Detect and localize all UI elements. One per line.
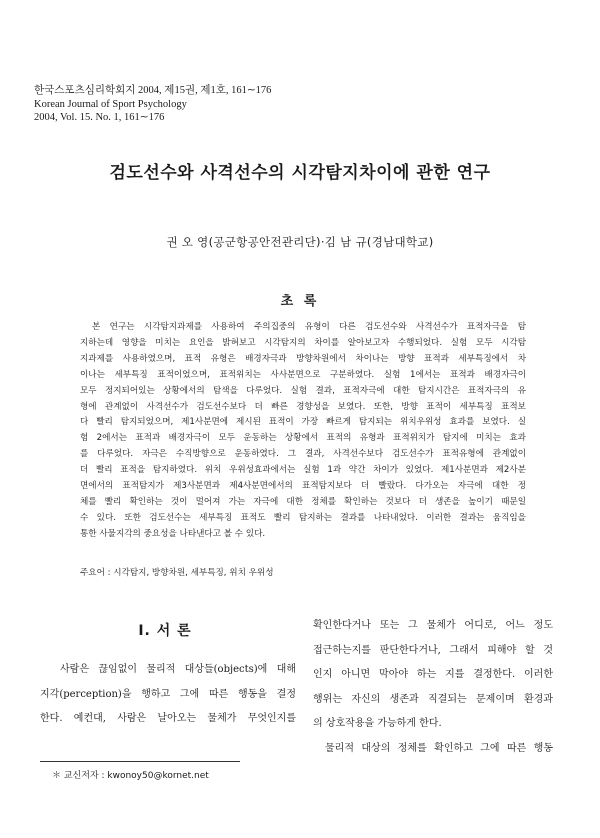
abstract-line: 수 있다. 또한 검도선수는 세부특징 표적도 빨리 탐지하는 결과를 나타내었다. 이러한 결과는 움직임을 bbox=[80, 512, 526, 523]
body-line: 행위는 자신의 생존과 직결되는 문제이며 환경과 bbox=[313, 693, 553, 705]
section-heading-introduction: Ⅰ. 서 론 bbox=[138, 623, 192, 639]
footnote-corresponding-author: ＊ 교신저자 : kwonoy50@kornet.net bbox=[52, 771, 209, 781]
abstract-line: 형에 관계없이 사격선수가 검도선수보다 더 빠른 경향성을 보였다. 또한, 방향 표적이 세부특징 표적보 bbox=[80, 401, 526, 412]
journal-citation bbox=[34, 84, 271, 125]
abstract-line: 본 연구는 시각탐지과제를 사용하여 주의집중의 유형이 다른 검도선수와 사격선수가 표적자극을 탐 bbox=[92, 322, 526, 332]
body-line: 한다. 예컨대, 사람은 날아오는 물체가 무엇인지를 bbox=[40, 713, 296, 724]
abstract-line: 를 다루었다. 자극은 수직방향으로 운동하였다. 그 결과, 사격선수보다 검도선수가 표적유형에 관계없이 bbox=[80, 449, 526, 460]
body-line: 확인한다거나 또는 그 물체가 어디로, 어느 정도 bbox=[313, 620, 553, 631]
paper-title: 검도선수와 사격선수의 시각탐지차이에 관한 연구 bbox=[109, 163, 491, 183]
abstract-line: 지하는데 영향을 미치는 요인을 밝혀보고 시각탐지의 차이를 알아보고자 수행되었다. 실험 모두 시각탐 bbox=[80, 337, 526, 348]
abstract-line: 다 빨리 탐지되었으며, 제1사분면에 제시된 표적이 가장 빠르게 탐지되는 위치우위성 효과를 보였다. 실 bbox=[80, 417, 526, 428]
body-line: 인지 아니면 막아야 하는 지를 결정한다. 이러한 bbox=[313, 669, 553, 680]
abstract-line: 모두 정지되어있는 상황에서의 탐색을 다루었다. 실험 결과, 표적자극에 대한 탐지시간은 표적자극의 유 bbox=[80, 385, 526, 396]
paper-authors: 권 오 영(공군항공안전관리단)·김 남 규(경남대학교) bbox=[166, 235, 434, 249]
abstract-body bbox=[80, 320, 526, 543]
abstract-line: 더 빨리 표적을 탐지하였다. 위치 우위성효과에서는 실험 1과 약간 차이가 있었다. 제1사분면과 제2사분 bbox=[80, 465, 526, 476]
body-column-right bbox=[313, 614, 553, 761]
body-line: 의 상호작용을 가능하게 한다. bbox=[313, 718, 442, 729]
journal-citation-volume: 2004, Vol. 15. No. 1, 161∼176 bbox=[34, 112, 165, 123]
abstract-line: 이나는 세부특징 표적이었으며, 표적위치는 사사분면으로 구분하였다. 실험 1에서는 표적과 배경자극이 bbox=[80, 369, 526, 380]
abstract-line: 면에서의 표적탐지가 제3사분면과 제4사분면에서의 표적탐지보다 더 빨랐다. 다가오는 자극에 대한 정 bbox=[80, 481, 526, 492]
body-column-left bbox=[40, 658, 296, 732]
body-line: 지각(perception)을 행하고 그에 따른 행동을 결정 bbox=[40, 688, 296, 700]
body-line: 사람은 끊임없이 물리적 대상들(objects)에 대해 bbox=[60, 664, 296, 675]
journal-citation-korean: 한국스포츠심리학회지 2004, 제15권, 제1호, 161∼176 bbox=[34, 85, 272, 96]
abstract-line: 지과제를 사용하였으며, 표적 유형은 배경자극과 방향차원에서 차이나는 방향 표적과 세부특징에서 차 bbox=[80, 353, 526, 364]
abstract-heading: 초 록 bbox=[280, 294, 320, 309]
abstract-line: 체를 빨리 확인하는 것이 멀어져 가는 자극에 대한 정체를 확인하는 것보다 더 생존을 높이기 때문일 bbox=[80, 496, 526, 507]
journal-citation-english: Korean Journal of Sport Psychology bbox=[34, 98, 187, 110]
abstract-line: 험 2에서는 표적과 배경자극이 모두 운동하는 상황에서 표적의 유형과 표적위치가 탐지에 미치는 효과 bbox=[80, 433, 526, 444]
footnote-divider bbox=[40, 761, 240, 762]
keywords: 주요어 : 시각탐지, 방향차원, 세부특징, 위치 우위성 bbox=[80, 568, 274, 578]
body-line: 접근하는지를 판단한다거나, 그래서 피해야 할 것 bbox=[313, 644, 553, 656]
abstract-line: 통한 사물지각의 중요성을 나타낸다고 볼 수 있다. bbox=[80, 528, 266, 539]
body-line: 물리적 대상의 정체를 확인하고 그에 따른 행동 bbox=[325, 742, 553, 754]
